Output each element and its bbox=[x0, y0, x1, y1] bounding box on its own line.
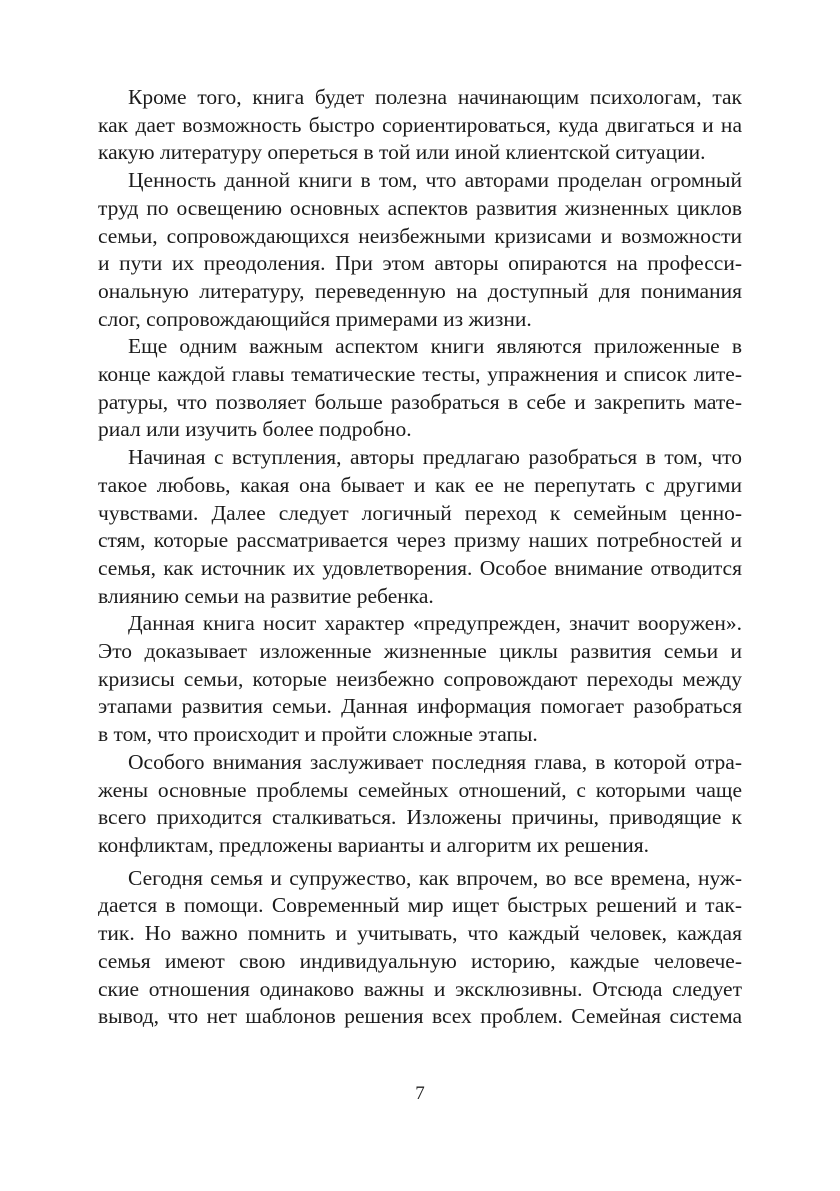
text-line: семья имеют свою индивидуальную историю, каждые человече- bbox=[98, 948, 742, 973]
text-line: Особого внимания заслуживает последняя глава, в которой отра- bbox=[128, 749, 742, 774]
text-line: тик. Но важно помнить и учитывать, что каждый человек, каждая bbox=[98, 921, 742, 946]
text-line: как дает возможность быстро сориентироваться, куда двигаться и на bbox=[98, 112, 742, 137]
paragraph bbox=[98, 865, 742, 1031]
text-line: Это доказывает изложенные жизненные циклы развития семьи и bbox=[98, 639, 742, 664]
text-line: этапами развития семьи. Данная информация помогает разобраться bbox=[98, 694, 742, 719]
text-line: риал или изучить более подробно. bbox=[98, 417, 412, 442]
text-line: и пути их преодоления. При этом авторы опираются на професси- bbox=[98, 251, 742, 276]
paragraph bbox=[98, 444, 742, 610]
text-line: такое любовь, какая она бывает и как ее не перепутать с другими bbox=[98, 472, 742, 497]
text-line: дается в помощи. Современный мир ищет быстрых решений и так- bbox=[98, 893, 742, 918]
paragraph bbox=[98, 167, 742, 333]
text-line: жены основные проблемы семейных отношений, с которыми чаще bbox=[98, 777, 742, 802]
text-line: конфликтам, предложены варианты и алгоритм их решения. bbox=[98, 832, 650, 857]
text-line: всего приходится сталкиваться. Изложены причины, приводящие к bbox=[98, 805, 742, 830]
page-number: 7 bbox=[415, 1083, 425, 1104]
text-line: в том, что происходит и пройти сложные этапы. bbox=[98, 722, 538, 747]
text-line: кризисы семьи, которые неизбежно сопровождают переходы между bbox=[98, 666, 742, 691]
text-line: Начиная с вступления, авторы предлагаю разобраться в том, что bbox=[128, 445, 742, 470]
text-line: стям, которые рассматривается через призму наших потребностей и bbox=[98, 528, 742, 553]
text-line: какую литературу опереться в той или иной клиентской ситуации. bbox=[98, 140, 706, 165]
text-line: ратуры, что позволяет больше разобраться в себе и закрепить мате- bbox=[98, 389, 742, 414]
text-line: вывод, что нет шаблонов решения всех проблем. Семейная система bbox=[98, 1004, 742, 1029]
paragraph bbox=[98, 749, 742, 860]
text-line: Ценность данной книги в том, что авторами проделан огромный bbox=[128, 168, 742, 193]
text-line: Данная книга носит характер «предупрежден, значит вооружен». bbox=[128, 611, 742, 636]
text-line: слог, сопровождающийся примерами из жизни. bbox=[98, 306, 532, 331]
text-line: влиянию семьи на развитие ребенка. bbox=[98, 583, 434, 608]
text-line: Сегодня семья и супружество, как впрочем, во все времена, нуж- bbox=[128, 865, 742, 890]
text-block bbox=[98, 84, 742, 1031]
text-line: чувствами. Далее следует логичный переход к семейным ценно- bbox=[98, 500, 742, 525]
text-line: ские отношения одинаково важны и эксклюзивны. Отсюда следует bbox=[98, 976, 742, 1001]
text-line: Еще одним важным аспектом книги являются приложенные в bbox=[128, 334, 742, 359]
paragraph bbox=[98, 333, 742, 444]
text-line: Кроме того, книга будет полезна начинающим психологам, так bbox=[128, 85, 742, 109]
paragraph bbox=[98, 610, 742, 749]
text-line: ональную литературу, переведенную на доступный для понимания bbox=[98, 278, 742, 303]
text-line: конце каждой главы тематические тесты, упражнения и список лите- bbox=[98, 362, 742, 387]
text-line: семьи, сопровождающихся неизбежными кризисами и возможности bbox=[98, 223, 742, 248]
text-line: семья, как источник их удовлетворения. Особое внимание отводится bbox=[98, 555, 742, 580]
text-line: труд по освещению основных аспектов развития жизненных циклов bbox=[98, 195, 742, 220]
paragraph bbox=[98, 84, 742, 167]
